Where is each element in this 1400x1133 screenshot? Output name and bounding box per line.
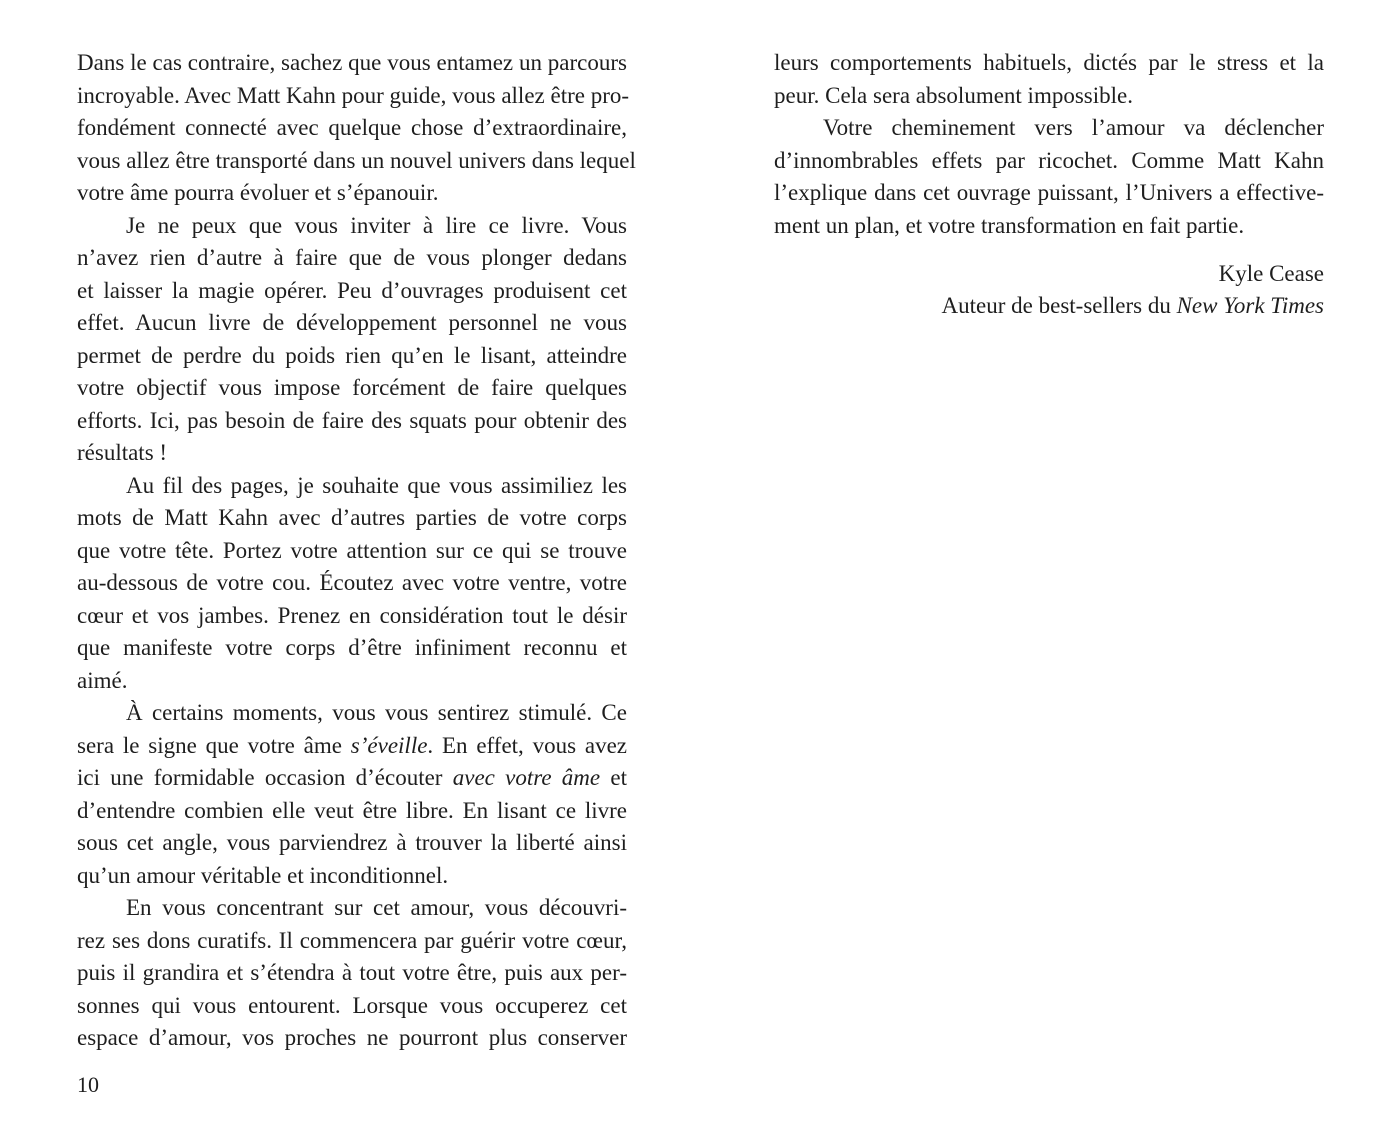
text-line [77,762,627,795]
text-line: vous allez être transporté dans un nouvel univers dans lequel [77,147,636,173]
text-run: . En effet, vous avez [427,732,627,758]
text-run: ici une formidable occasion d’écouter [77,765,453,790]
text-line: n’avez rien d’autre à faire que de vous plonger dedans [77,245,627,270]
left-page-body [77,47,636,1055]
author-title-text: Auteur de best-sellers du [941,293,1177,318]
text-line [77,730,627,763]
text-line: puis il grandira et s’étendra à tout votre être, puis aux per- [77,960,627,985]
text-line: Votre cheminement vers l’amour va déclencher [823,115,1324,140]
text-line: efforts. Ici, pas besoin de faire des squats pour obtenir des [77,407,627,433]
text-line: espace d’amour, vos proches ne pourront plus conserver [77,1025,627,1050]
text-line: et laisser la magie opérer. Peu d’ouvrages produisent cet [77,277,627,303]
text-line: l’explique dans cet ouvrage puissant, l’Univers a effective- [774,180,1324,205]
text-line: votre âme pourra évoluer et s’épanouir. [77,180,439,205]
right-page-body [774,47,1324,242]
text-line: d’innombrables effets par ricochet. Comme Matt Kahn [774,147,1324,173]
text-line: fondément connecté avec quelque chose d’extraordinaire, [77,115,627,140]
author-title [774,290,1324,322]
text-line: incroyable. Avec Matt Kahn pour guide, vous allez être pro- [77,82,630,108]
emphasis-text: s’éveille [350,732,428,758]
text-line: rez ses dons curatifs. Il commencera par guérir votre cœur, [77,927,627,953]
text-line: mots de Matt Kahn avec d’autres parties de votre corps [77,505,627,530]
text-line: peur. Cela sera absolument impossible. [774,82,1133,108]
text-line: aimé. [77,667,128,693]
text-run: sera le signe que votre âme [77,732,351,758]
text-line: cœur et vos jambes. Prenez en considération tout le désir [77,602,627,628]
text-line: sonnes qui vous entourent. Lorsque vous occuperez cet [77,992,627,1018]
text-line: que votre tête. Portez votre attention sur ce qui se trouve [77,537,627,563]
text-line: Je ne peux que vous inviter à lire ce livre. Vous [126,212,627,238]
text-line: Au fil des pages, je souhaite que vous assimiliez les [126,472,627,498]
text-line: leurs comportements habituels, dictés par le stress et la [774,50,1324,75]
author-signature [774,258,1324,322]
author-name: Kyle Cease [1218,261,1324,286]
text-line: d’entendre combien elle veut être libre. En lisant ce livre [77,797,627,823]
text-line: sous cet angle, vous parviendrez à trouver la liberté ainsi [77,830,627,855]
text-line: effet. Aucun livre de développement personnel ne vous [77,310,627,335]
text-run: et [600,765,627,790]
page-number: 10 [77,1072,99,1097]
publication-name: New York Times [1176,293,1324,318]
text-line: résultats ! [77,440,168,465]
text-line: permet de perdre du poids rien qu’en le lisant, atteindre [77,342,627,368]
text-line: À certains moments, vous vous sentirez stimulé. Ce [126,700,627,725]
right-page [700,0,1400,1133]
text-line: En vous concentrant sur cet amour, vous découvri- [126,895,627,920]
text-line: ment un plan, et votre transformation en fait partie. [774,212,1245,238]
text-line: qu’un amour véritable et inconditionnel. [77,862,449,888]
text-line: que manifeste votre corps d’être infiniment reconnu et [77,635,627,660]
text-line: votre objectif vous impose forcément de faire quelques [77,375,627,400]
text-line: Dans le cas contraire, sachez que vous entamez un parcours [77,50,627,75]
emphasis-text: avec votre âme [452,765,601,790]
text-line: au-dessous de votre cou. Écoutez avec votre ventre, votre [77,570,627,595]
